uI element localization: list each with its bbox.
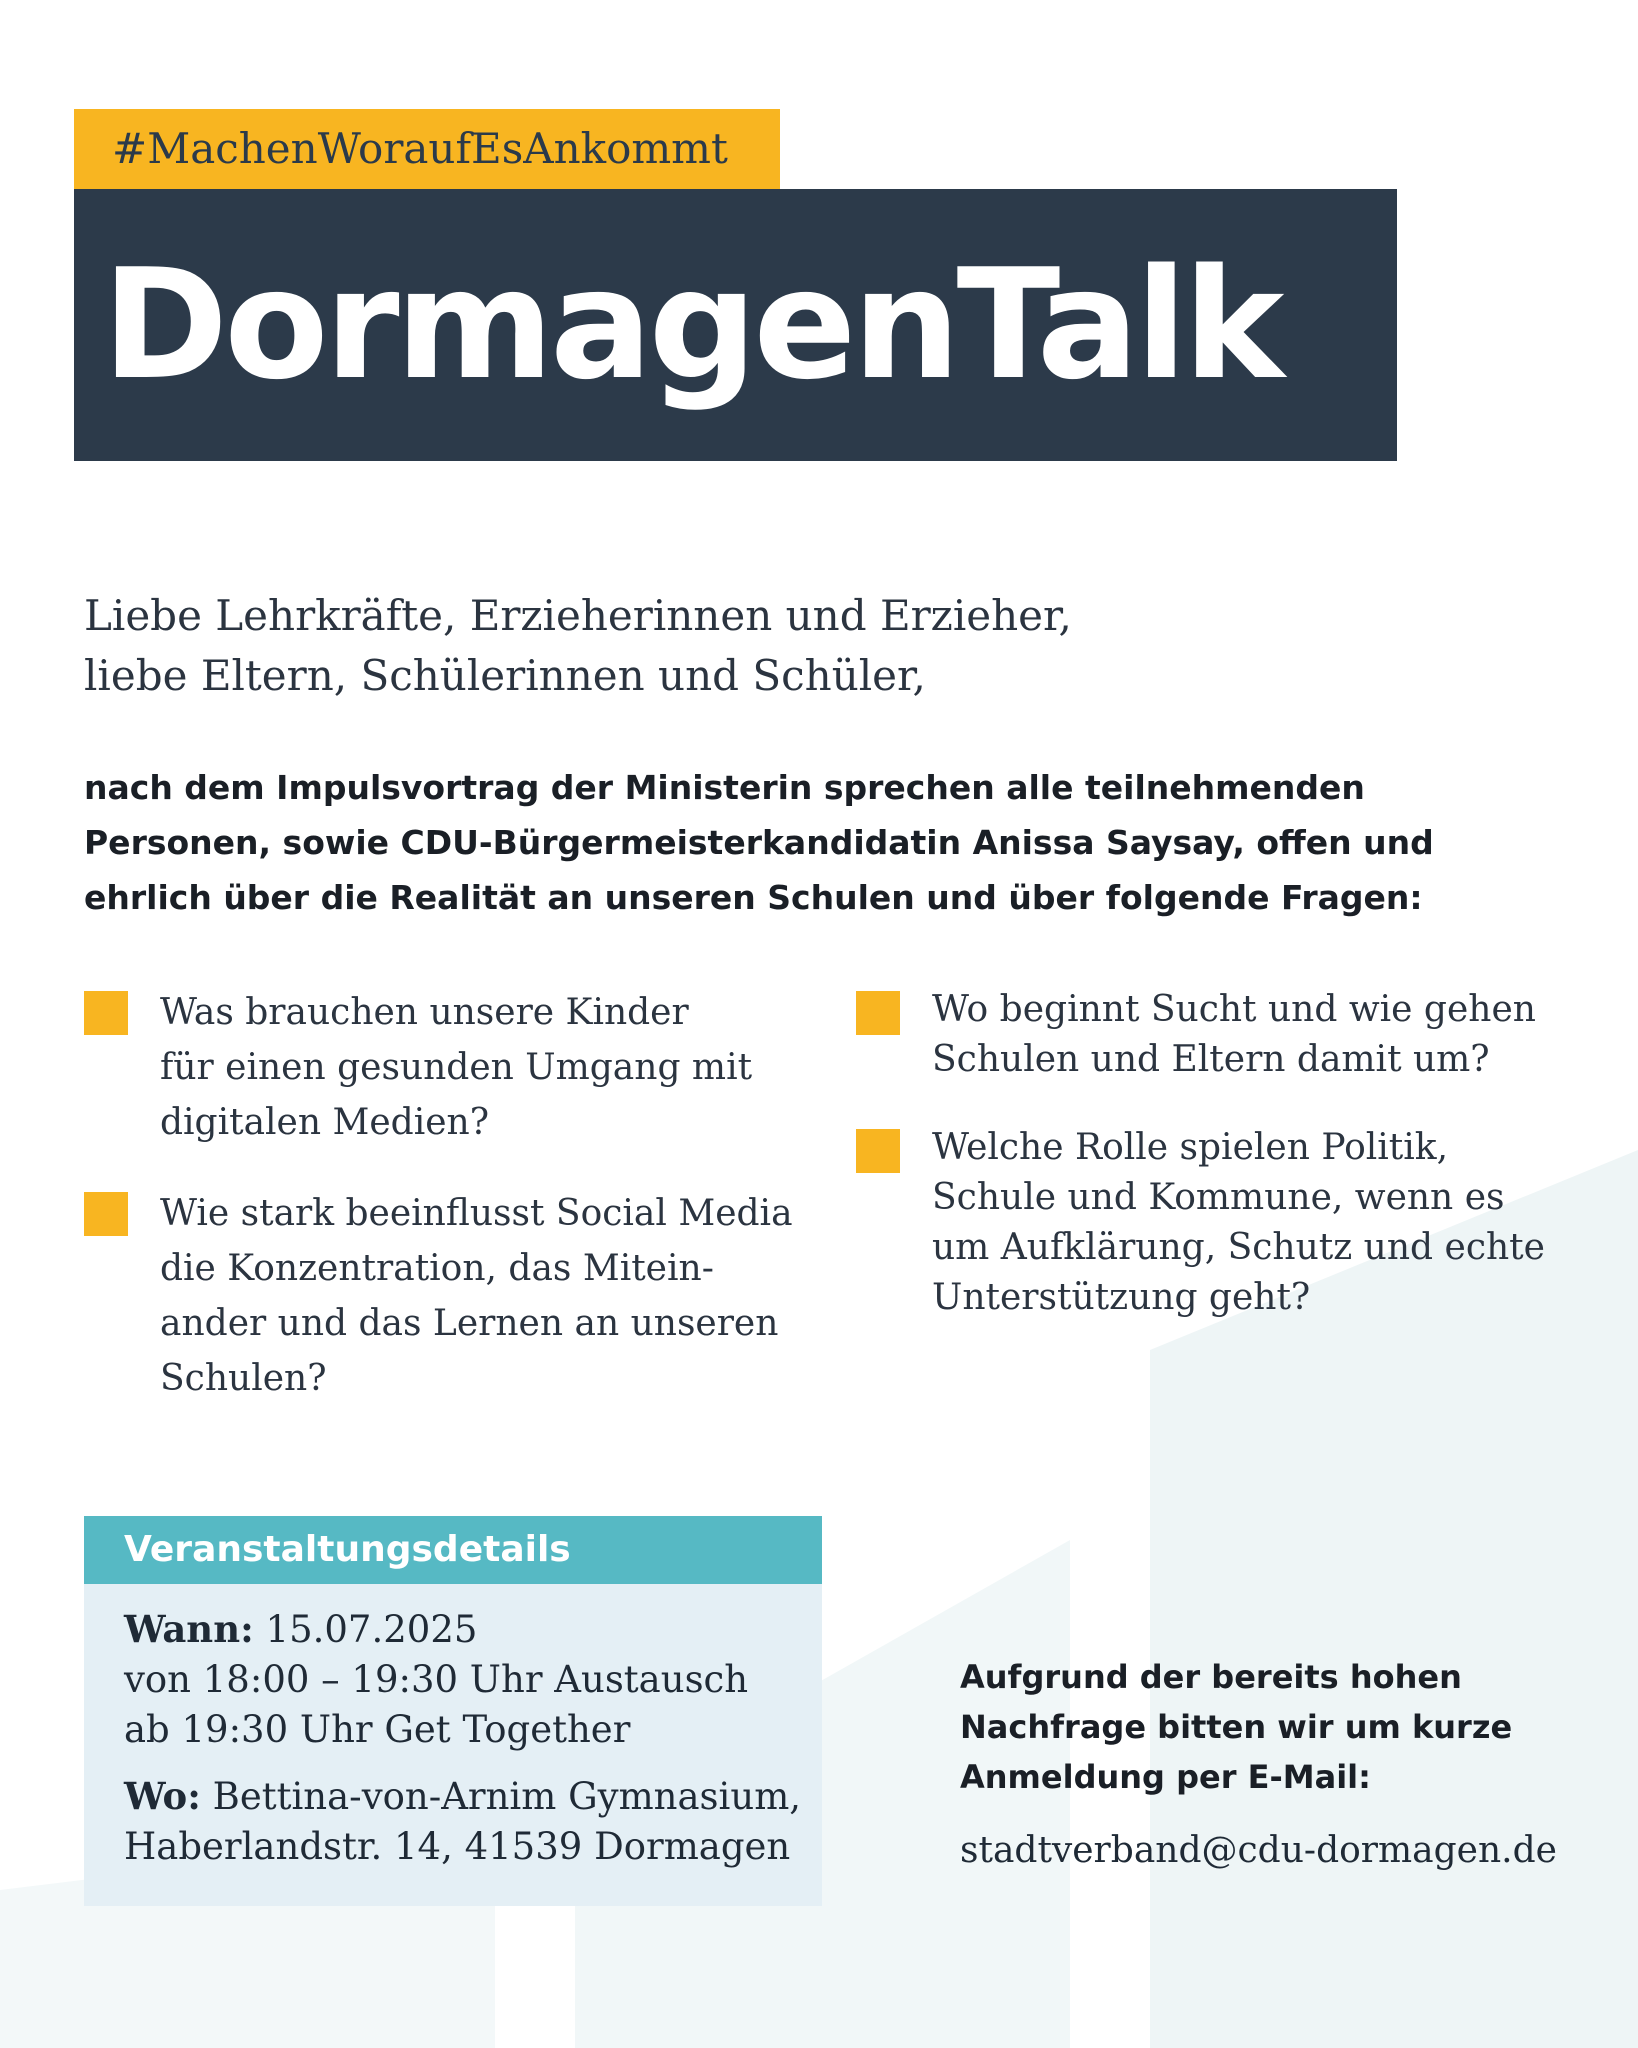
question-line: Schulen? [160,1358,327,1399]
registration-line: Nachfrage bitten wir um kurze [960,1708,1513,1746]
questions-right-column [856,985,1596,1361]
question-text [160,985,814,1150]
registration-info [960,1652,1600,1876]
question-text [160,1186,814,1406]
square-bullet-icon [84,991,128,1035]
questions-left-column [84,985,814,1442]
hashtag-banner: #MachenWoraufEsAnkommt [74,109,780,189]
greeting [84,586,1384,706]
where-label: Wo: [124,1774,201,1818]
question-text [932,985,1596,1085]
event-title: DormagenTalk [74,189,1397,461]
intro-line: ehrlich über die Realität an unseren Schulen und über folgende Fragen: [84,878,1423,917]
question-item [84,1186,814,1406]
greeting-line: liebe Eltern, Schülerinnen und Schüler, [84,651,926,700]
event-date: 15.07.2025 [265,1608,478,1651]
registration-text [960,1652,1600,1802]
question-line: Welche Rolle spielen Politik, [932,1127,1449,1168]
square-bullet-icon [856,991,900,1035]
question-line: Wie stark beeinflusst Social Media [160,1193,793,1234]
when-line [124,1604,822,1655]
question-item [856,985,1596,1085]
event-details-header: Veranstaltungsdetails [84,1516,822,1584]
event-venue: Bettina-von-Arnim Gymnasium, [212,1775,802,1818]
square-bullet-icon [856,1129,900,1173]
question-line: Was brauchen unsere Kinder [160,992,689,1033]
question-item [856,1123,1596,1323]
question-line: um Aufklärung, Schutz und echte [932,1227,1545,1268]
question-line: für einen gesunden Umgang mit [160,1047,753,1088]
event-time-get-together: ab 19:30 Uhr Get Together [124,1708,631,1751]
intro-text [84,760,1564,925]
event-address: Haberlandstr. 14, 41539 Dormagen [124,1825,791,1868]
question-line: Schulen und Eltern damit um? [932,1039,1490,1080]
registration-line: Aufgrund der bereits hohen [960,1658,1462,1696]
event-details-body [84,1584,822,1872]
registration-line: Anmeldung per E-Mail: [960,1758,1371,1796]
event-details-box [84,1516,822,1906]
event-time-exchange: von 18:00 – 19:30 Uhr Austausch [124,1658,749,1701]
intro-line: nach dem Impulsvortrag der Ministerin sprechen alle teilnehmenden [84,768,1365,807]
square-bullet-icon [84,1192,128,1236]
question-line: Wo beginnt Sucht und wie gehen [932,989,1536,1030]
question-line: Unterstützung geht? [932,1277,1311,1318]
question-line: digitalen Medien? [160,1102,490,1143]
question-line: die Konzentration, das Mitein- [160,1248,714,1289]
intro-line: Personen, sowie CDU-Bürgermeisterkandidatin Anissa Saysay, offen und [84,823,1434,862]
question-line: ander und das Lernen an unseren [160,1303,779,1344]
question-item [84,985,814,1150]
when-label: Wann: [124,1607,254,1651]
greeting-line: Liebe Lehrkräfte, Erzieherinnen und Erzieher, [84,591,1072,640]
where-line [124,1771,822,1822]
question-line: Schule und Kommune, wenn es [932,1177,1505,1218]
question-text [932,1123,1596,1323]
registration-email: stadtverband@cdu-dormagen.de [960,1830,1557,1871]
